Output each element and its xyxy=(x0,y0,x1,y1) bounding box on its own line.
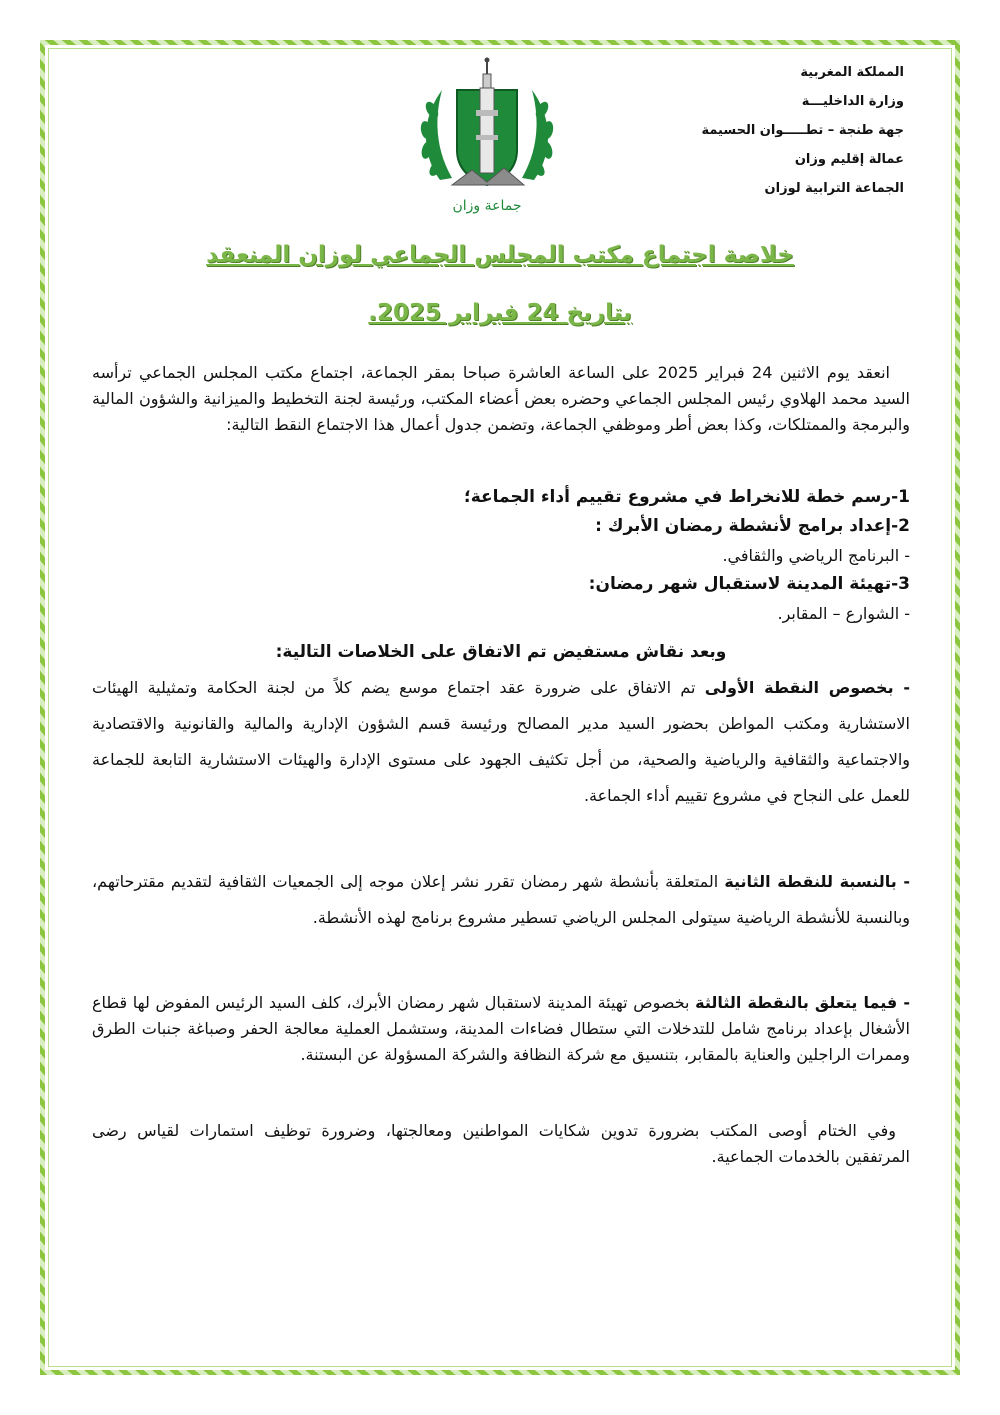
agenda-item-3-sub: - الشوارع – المقابر. xyxy=(777,604,910,623)
conclusion-point-3 xyxy=(92,990,910,1068)
conclusion-point-2-text: المتعلقة بأنشطة شهر رمضان تقرر نشر إعلان موجه إلى الجمعيات الثقافية لتقديم مقترحاتهم، وبالنسبة للأنشطة الرياضية سيتولى المجلس الرياضي تسطير مشروع برنامج لهذه الأنشطة. xyxy=(92,872,910,927)
letterhead-line-kingdom: المملكة المغربية xyxy=(800,65,904,80)
letterhead-line-commune: الجماعة الترابية لوزان xyxy=(764,181,904,196)
conclusions-heading: وبعد نقاش مستفيض تم الاتفاق على الخلاصات التالية: xyxy=(275,642,727,662)
letterhead-line-ministry: وزارة الداخليـــة xyxy=(801,94,904,109)
agenda-item-3: 3-تهيئة المدينة لاستقبال شهر رمضان: xyxy=(588,574,910,594)
logo-caption: جماعة وزان xyxy=(452,198,522,214)
conclusion-point-3-text: بخصوص تهيئة المدينة لاستقبال شهر رمضان الأبرك، كلف السيد الرئيس المفوض لها قطاع الأشغال بإعداد برنامج شامل للتدخلات التي ستطال فضاءات المدينة، وستشمل العملية معالجة الحفر وصباغة جنبات الطرق وممرات الراجلين والعناية بالمقابر، بتنسيق مع شركة النظافة والشركة المسؤولة عن البستنة. xyxy=(92,993,910,1064)
letterhead xyxy=(644,58,904,203)
agenda-list xyxy=(92,483,910,628)
letterhead-line-province: عمالة إقليم وزان xyxy=(794,152,904,167)
closing-paragraph: وفي الختام أوصى المكتب بضرورة تدوين شكايات المواطنين ومعالجتها، وضرورة توظيف استمارات لقياس رضى المرتفقين بالخدمات الجماعية. xyxy=(92,1121,910,1166)
commune-logo-emblem xyxy=(412,50,562,220)
agenda-item-2: 2-إعداد برامج لأنشطة رمضان الأبرك : xyxy=(595,516,910,536)
document-title-date: بتاريخ 24 فبراير 2025. xyxy=(368,300,632,326)
agenda-item-2-sub: - البرنامج الرياضي والثقافي. xyxy=(722,546,910,565)
intro-paragraph: انعقد يوم الاثنين 24 فبراير 2025 على الساعة العاشرة صباحا بمقر الجماعة، اجتماع مكتب المجلس الجماعي ترأسه السيد محمد الهلاوي رئيس المجلس الجماعي وحضره بعض أعضاء المكتب، ورئيسة لجنة التخطيط والميزانية والشؤون المالية والبرمجة والممتلكات، وكذا بعض أطر وموظفي الجماعة، وتضمن جدول أعمال هذا الاجتماع النقط التالية: xyxy=(92,363,910,434)
conclusion-point-1-lead: - بخصوص النقطة الأولى xyxy=(704,678,911,697)
conclusion-point-2-lead: - بالنسبة للنقطة الثانية xyxy=(724,872,910,891)
conclusion-point-1-text: تم الاتفاق على ضرورة عقد اجتماع موسع يضم كلاً من لجنة الحكامة وتمثيلية الهيئات الاستشارية ومكتب المواطن بحضور السيد مدير المصالح ورئيسة قسم الشؤون الإدارية والمالية والقانونية والاقتصادية والاجتماعية والثقافية والرياضية والصحية، من أجل تكثيف الجهود على مستوى الإدارة والهيئات الاستشارية التابعة للجماعة للعمل على النجاح في مشروع تقييم أداء الجماعة. xyxy=(92,678,910,805)
conclusion-point-1 xyxy=(92,670,910,814)
letterhead-line-region: جهة طنجة – تطـــــوان الحسيمة xyxy=(701,123,904,138)
document-title: خلاصة اجتماع مكتب المجلس الجماعي لوزان المنعقد xyxy=(206,242,794,268)
conclusion-point-2 xyxy=(92,864,910,936)
agenda-item-1: 1-رسم خطة للانخراط في مشروع تقييم أداء الجماعة؛ xyxy=(463,487,910,507)
conclusion-point-3-lead: - فيما يتعلق بالنقطة الثالثة xyxy=(695,993,910,1012)
